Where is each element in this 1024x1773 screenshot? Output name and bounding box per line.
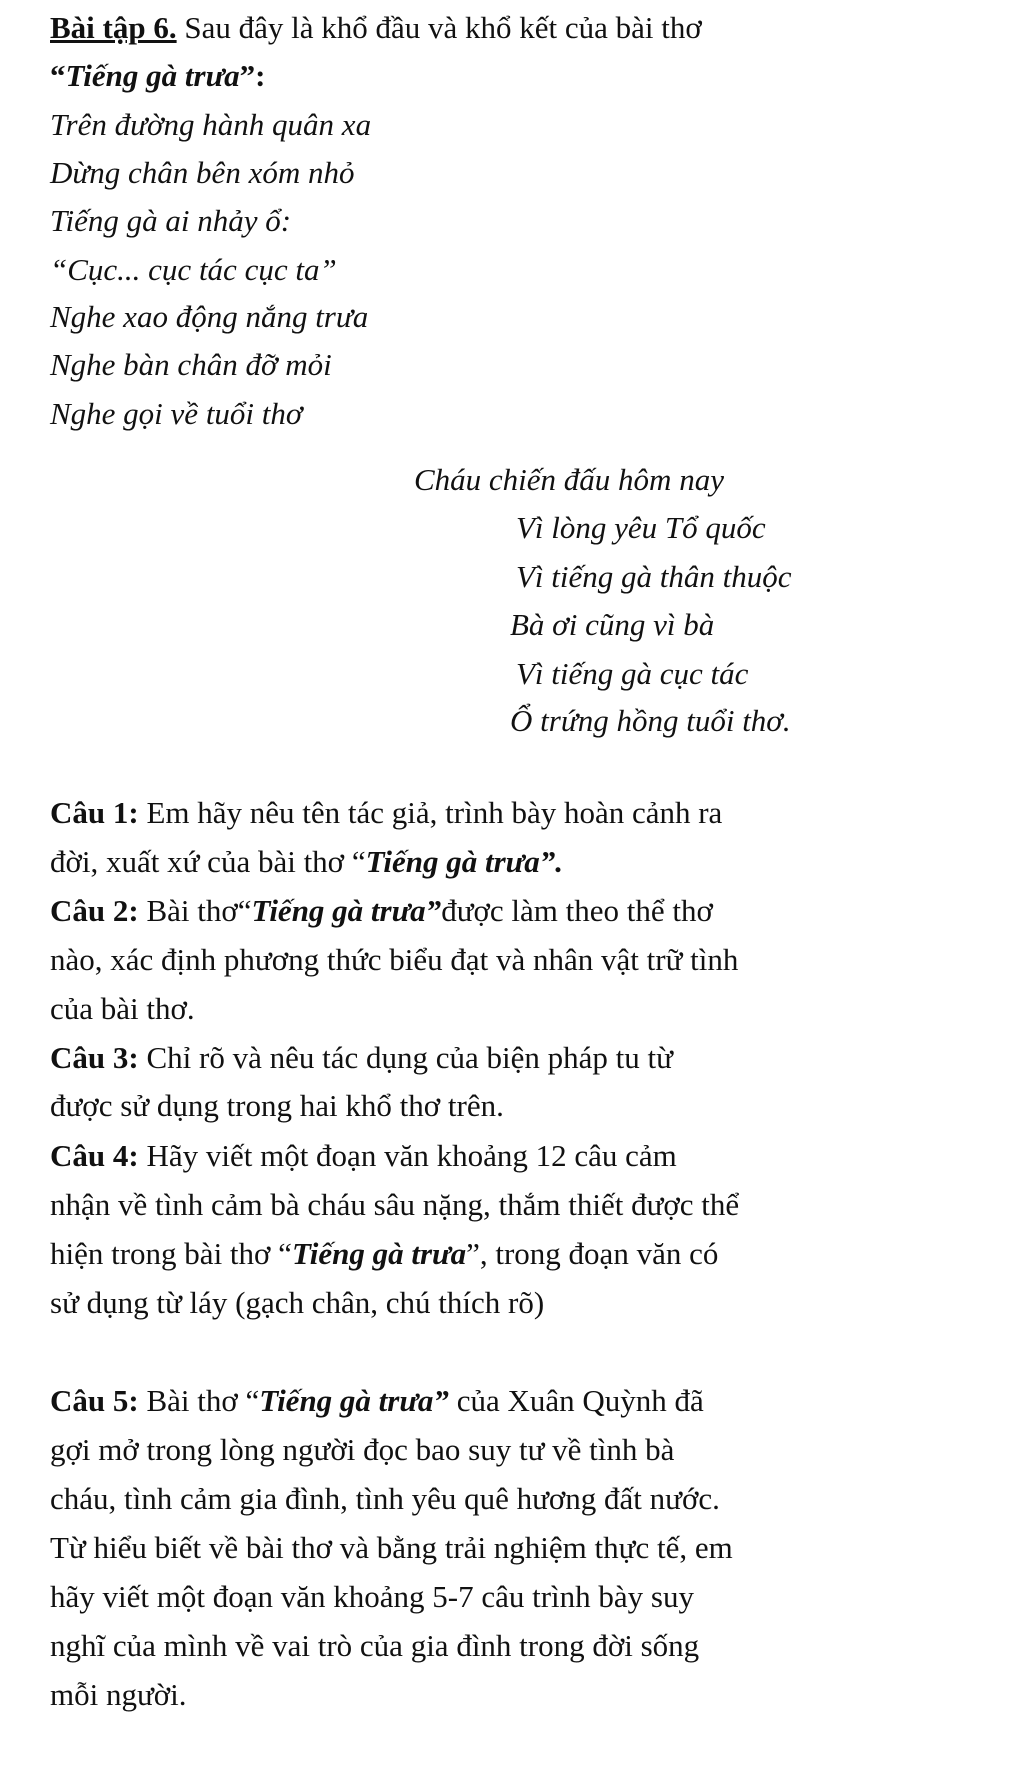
question-3-line-1 [50,1038,673,1078]
question-4-line-4: sử dụng từ láy (gạch chân, chú thích rõ) [50,1285,545,1320]
question-4-line-3 [50,1234,718,1274]
question-4-text: ”, trong đoạn văn có [466,1236,719,1271]
title-open-quote: “ [50,58,66,93]
question-5-poem-title: Tiếng gà trưa” [259,1383,449,1418]
question-4-poem-title: Tiếng gà trưa [291,1236,467,1271]
question-1-text: đời, xuất xứ của bài thơ “ [50,844,366,879]
poem-line: “Cục... cục tác cục ta” [50,252,337,287]
question-2-label: Câu 2: [50,893,139,928]
exercise-heading [50,8,702,48]
poem-line: Bà ơi cũng vì bà [510,607,715,642]
question-1-line-2 [50,842,563,882]
question-5-line-2: gợi mở trong lòng người đọc bao suy tư về tình bà [50,1432,675,1467]
question-1-text: Em hãy nêu tên tác giả, trình bày hoàn cảnh ra [138,795,723,830]
question-4-line-1 [50,1136,677,1176]
question-3-line-2: được sử dụng trong hai khổ thơ trên. [50,1088,504,1123]
question-5-label: Câu 5: [50,1383,139,1418]
question-4-text: Hãy viết một đoạn văn khoảng 12 câu cảm [138,1138,677,1173]
question-2-text: được làm theo thể thơ [441,893,713,928]
question-2-line-1 [50,891,713,931]
question-2-line-3: của bài thơ. [50,991,195,1026]
question-2-text: Bài thơ“ [138,893,252,928]
poem-line: Dừng chân bên xóm nhỏ [50,155,355,190]
title-close-quote: ”: [239,58,266,93]
question-5-line-4: Từ hiểu biết về bài thơ và bằng trải nghiệm thực tế, em [50,1530,733,1565]
question-5-line-6: nghĩ của mình về vai trò của gia đình trong đời sống [50,1628,700,1663]
question-3-text: Chỉ rõ và nêu tác dụng của biện pháp tu từ [138,1040,673,1075]
question-4-line-2: nhận về tình cảm bà cháu sâu nặng, thắm thiết được thể [50,1187,740,1222]
question-5-text: Bài thơ “ [138,1383,260,1418]
question-5-line-5: hãy viết một đoạn văn khoảng 5-7 câu trình bày suy [50,1579,694,1614]
poem-line: Vì tiếng gà cục tác [516,656,749,691]
poem-line: Ổ trứng hồng tuổi thơ. [510,703,791,738]
poem-title-line [50,56,265,96]
question-5-line-7: mỗi người. [50,1677,187,1712]
poem-line: Trên đường hành quân xa [50,107,372,142]
question-2-poem-title: Tiếng gà trưa” [251,893,442,928]
poem-line: Nghe xao động nắng trưa [50,299,369,334]
exercise-intro: Sau đây là khổ đầu và khổ kết của bài thơ [176,10,702,45]
poem-line: Cháu chiến đấu hôm nay [414,462,724,497]
question-5-line-1 [50,1381,704,1421]
poem-line: Vì lòng yêu Tổ quốc [516,510,766,545]
question-2-line-2: nào, xác định phương thức biểu đạt và nhân vật trữ tình [50,942,739,977]
question-4-text: hiện trong bài thơ “ [50,1236,292,1271]
poem-title: Tiếng gà trưa [65,58,240,93]
question-5-text: của Xuân Quỳnh đã [448,1383,704,1418]
question-5-line-3: cháu, tình cảm gia đình, tình yêu quê hương đất nước. [50,1481,720,1516]
poem-line: Nghe bàn chân đỡ mỏi [50,347,332,382]
poem-line: Vì tiếng gà thân thuộc [516,559,792,594]
poem-line: Nghe gọi về tuổi thơ [50,396,303,431]
poem-line: Tiếng gà ai nhảy ổ: [50,203,292,238]
question-1-poem-title: Tiếng gà trưa”. [365,844,563,879]
question-1-label: Câu 1: [50,795,139,830]
question-1-line-1 [50,793,722,833]
exercise-label: Bài tập 6. [50,10,177,45]
question-4-label: Câu 4: [50,1138,139,1173]
question-3-label: Câu 3: [50,1040,139,1075]
